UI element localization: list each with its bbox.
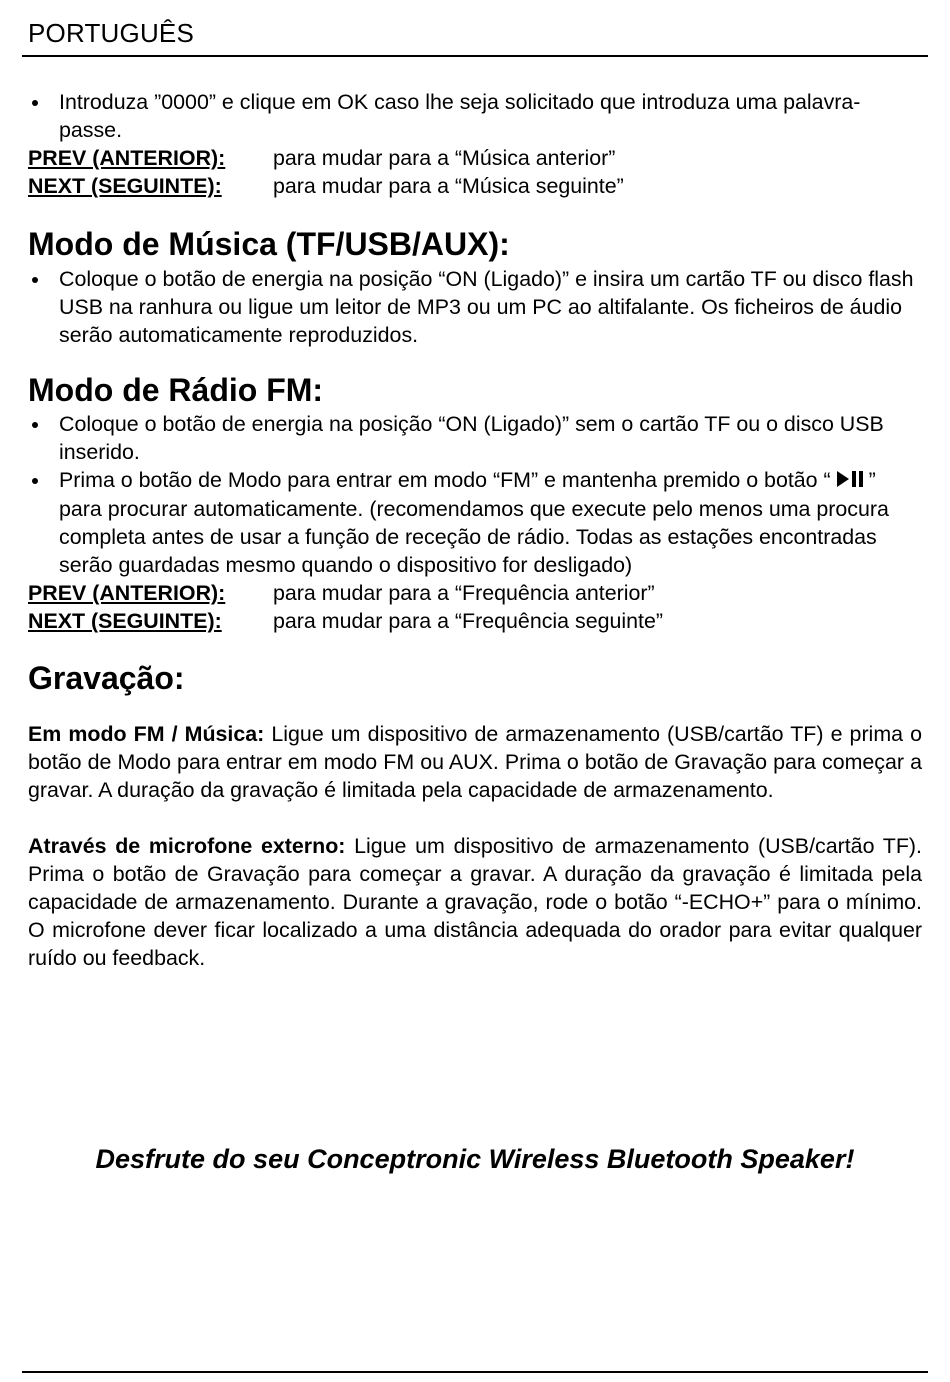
radio-mode-list [28, 410, 922, 579]
radio-bullet-2-text-before: Prima o botão de Modo para entrar em modo “FM” e mantenha premido o botão “ [59, 468, 831, 492]
recording-heading: Gravação: [28, 660, 185, 696]
radio-mode-bullet-2 [28, 466, 922, 579]
next-key: NEXT (SEGUINTE): [28, 174, 222, 198]
intro-next-row [28, 172, 922, 200]
recording-fm-music-lead: Em modo FM / Música: [28, 722, 265, 746]
next-key: NEXT (SEGUINTE): [28, 609, 222, 633]
prev-key: PREV (ANTERIOR): [28, 146, 226, 170]
recording-external-mic-paragraph [28, 832, 922, 972]
intro-prev-row [28, 144, 922, 172]
radio-bullet-2-text-after: ” para procurar automaticamente. (recomendamos que execute pelo menos uma procura completa antes de usar a função de receção de rádio. Todas as estações encontradas serão guardadas mesmo quando o dispositivo for desligado) [59, 468, 889, 577]
prev-description: para mudar para a “Música anterior” [273, 146, 616, 170]
page-content [28, 88, 922, 972]
radio-prev-row [28, 579, 922, 607]
prev-description: para mudar para a “Frequência anterior” [273, 581, 655, 605]
recording-external-mic-lead: Através de microfone externo: [28, 834, 346, 858]
music-mode-bullet: Coloque o botão de energia na posição “ON (Ligado)” e insira um cartão TF ou disco flash USB na ranhura ou ligue um leitor de MP3 ou um PC ao altifalante. Os ficheiros de áudio serão automaticamente reproduzidos. [28, 265, 922, 349]
footer-divider [22, 1371, 928, 1373]
page-header-language: PORTUGUÊS [28, 18, 195, 48]
next-description: para mudar para a “Música seguinte” [273, 174, 624, 198]
next-description: para mudar para a “Frequência seguinte” [273, 609, 664, 633]
play-pause-icon [835, 467, 865, 495]
music-mode-heading: Modo de Música (TF/USB/AUX): [28, 226, 510, 262]
radio-mode-heading: Modo de Rádio FM: [28, 372, 324, 408]
intro-list [28, 88, 922, 144]
recording-external-mic-text: Ligue um dispositivo de armazenamento (USB/cartão TF). Prima o botão de Gravação para começar a gravar. A duração da gravação é limitada pela capacidade de armazenamento. Durante a gravação, rode o botão “-ECHO+” para o mínimo. O microfone dever ficar localizado a uma distância adequada do orador para evitar qualquer ruído ou feedback. [28, 834, 922, 970]
radio-mode-bullet-1: Coloque o botão de energia na posição “ON (Ligado)” sem o cartão TF ou o disco USB inserido. [28, 410, 922, 466]
radio-next-row [28, 607, 922, 635]
recording-fm-music-text: Ligue um dispositivo de armazenamento (USB/cartão TF) e prima o botão de Modo para entrar em modo FM ou AUX. Prima o botão de Gravação para começar a gravar. A duração da gravação é limitada pela capacidade de armazenamento. [28, 722, 923, 802]
closing-statement: Desfrute do seu Conceptronic Wireless Bluetooth Speaker! [95, 1144, 855, 1174]
header-divider [22, 55, 928, 57]
prev-key: PREV (ANTERIOR): [28, 581, 226, 605]
intro-bullet: Introduza ”0000” e clique em OK caso lhe seja solicitado que introduza uma palavra-passe. [28, 88, 922, 144]
recording-fm-music-paragraph [28, 720, 922, 804]
music-mode-list [28, 265, 922, 349]
